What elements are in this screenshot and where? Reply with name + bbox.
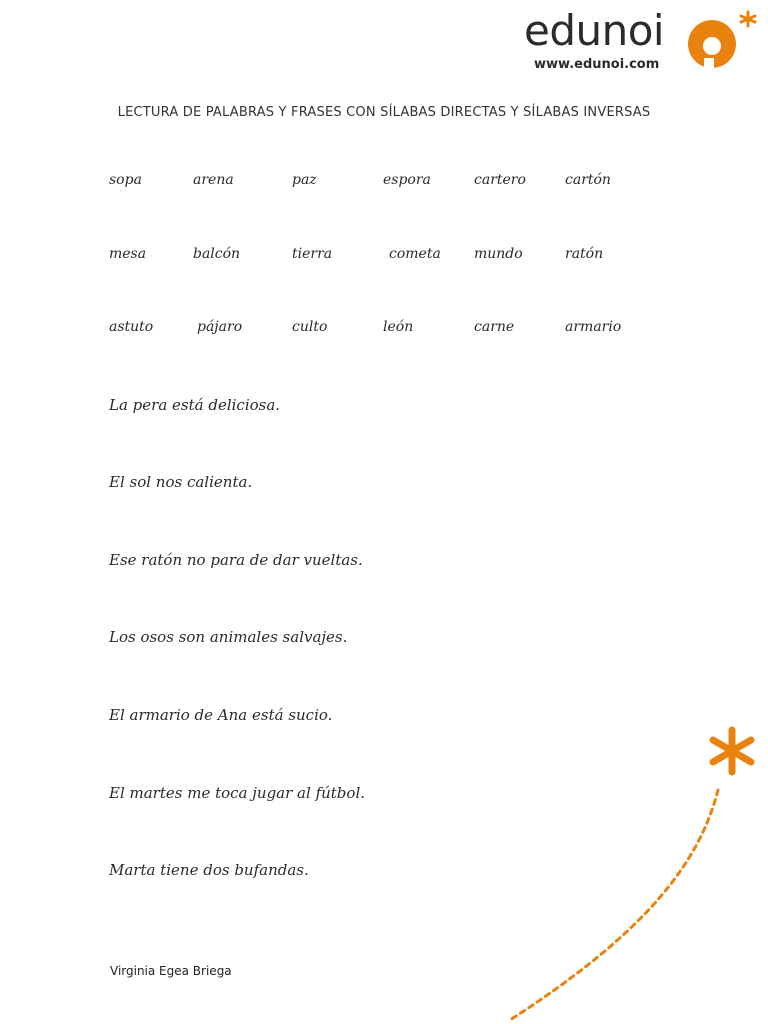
word: astuto	[109, 319, 154, 335]
word: ratón	[565, 246, 604, 262]
sentence: La pera está deliciosa.	[109, 396, 281, 414]
sentence: Ese ratón no para de dar vueltas.	[109, 551, 363, 569]
sentence: Marta tiene dos bufandas.	[109, 861, 309, 879]
word: espora	[383, 172, 431, 188]
word-row	[109, 172, 669, 196]
word-row	[109, 246, 669, 270]
word: balcón	[193, 246, 241, 262]
word: mundo	[474, 246, 523, 262]
word: culto	[292, 319, 328, 335]
sentence: El sol nos calienta.	[109, 473, 253, 491]
sentence: Los osos son animales salvajes.	[109, 628, 348, 646]
word: cometa	[389, 246, 441, 262]
word: armario	[565, 319, 622, 335]
word: pájaro	[197, 319, 243, 335]
word: arena	[193, 172, 234, 188]
brand-url: www.edunoi.com	[534, 57, 660, 72]
edunoi-logo-icon	[682, 8, 758, 76]
word: paz	[292, 172, 317, 188]
word: león	[383, 319, 414, 335]
author-name: Virginia Egea Briega	[110, 964, 232, 978]
word-row	[109, 319, 669, 343]
brand-name: edunoi	[524, 6, 665, 55]
sentence: El armario de Ana está sucio.	[109, 706, 333, 724]
word: carne	[474, 319, 515, 335]
asterisk-icon	[713, 730, 751, 772]
asterisk-trail-decoration	[500, 720, 768, 1024]
sentence: El martes me toca jugar al fútbol.	[109, 784, 366, 802]
word: mesa	[109, 246, 147, 262]
word: sopa	[109, 172, 142, 188]
word: cartón	[565, 172, 611, 188]
word: cartero	[474, 172, 526, 188]
word: tierra	[292, 246, 333, 262]
page-title: LECTURA DE PALABRAS Y FRASES CON SÍLABAS DIRECTAS Y SÍLABAS INVERSAS	[117, 105, 651, 120]
